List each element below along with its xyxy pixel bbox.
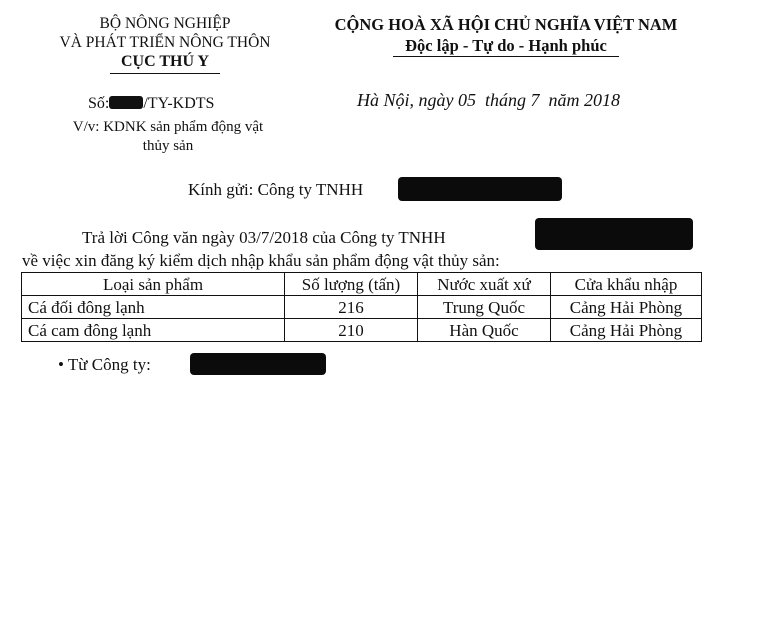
subject-line: về việc xin đăng ký kiểm dịch nhập khẩu sản phẩm động vật thủy sản: (22, 251, 500, 270)
bullet-dot: • (58, 355, 64, 374)
national-motto: Độc lập - Tự do - Hạnh phúc (405, 36, 607, 55)
cell-port: Cảng Hải Phòng (551, 296, 702, 319)
number-prefix: Số: (88, 95, 110, 112)
bullet-item (58, 355, 151, 375)
cell-origin: Trung Quốc (418, 296, 551, 319)
product-table (21, 272, 702, 342)
recipient-line: Kính gửi: Công ty TNHH (188, 180, 364, 199)
cell-product: Cá đối đông lạnh (22, 296, 285, 319)
issuer-header (20, 14, 310, 74)
document-number (88, 95, 214, 113)
redacted-recipient (398, 177, 562, 201)
subject-line-1: V/v: KDNK sản phẩm động vật (72, 119, 264, 135)
table-row (22, 296, 702, 319)
cell-origin: Hàn Quốc (418, 319, 551, 342)
number-suffix: /TY-KDTS (143, 95, 215, 112)
cell-quantity: 210 (285, 319, 418, 342)
ministry-line-2: VÀ PHÁT TRIỂN NÔNG THÔN (59, 34, 271, 51)
header-origin: Nước xuất xứ (418, 273, 551, 296)
national-header (320, 14, 692, 57)
cell-quantity: 216 (285, 296, 418, 319)
department-name: CỤC THÚ Y (120, 53, 209, 70)
header-product: Loại sản phẩm (22, 273, 285, 296)
table-row (22, 319, 702, 342)
redacted-number (109, 96, 143, 109)
document-subject (38, 118, 298, 156)
national-title: CỘNG HOÀ XÃ HỘI CHỦ NGHĨA VIỆT NAM (334, 15, 678, 34)
redacted-company (535, 218, 693, 250)
redacted-source-company (190, 353, 326, 375)
header-port: Cửa khẩu nhập (551, 273, 702, 296)
cell-port: Cảng Hải Phòng (551, 319, 702, 342)
reply-line: Trả lời Công văn ngày 03/7/2018 của Công ty TNHH (82, 228, 446, 247)
header-quantity: Số lượng (tấn) (285, 273, 418, 296)
table-header-row (22, 273, 702, 296)
bullet-text: Từ Công ty: (67, 355, 151, 374)
motto-underline (393, 56, 619, 57)
issue-date: Hà Nội, ngày 05 tháng 7 năm 2018 (357, 90, 620, 110)
department-underline (110, 73, 220, 74)
subject-line-2: thủy sản (142, 138, 194, 154)
cell-product: Cá cam đông lạnh (22, 319, 285, 342)
ministry-line-1: BỘ NÔNG NGHIỆP (99, 15, 231, 32)
